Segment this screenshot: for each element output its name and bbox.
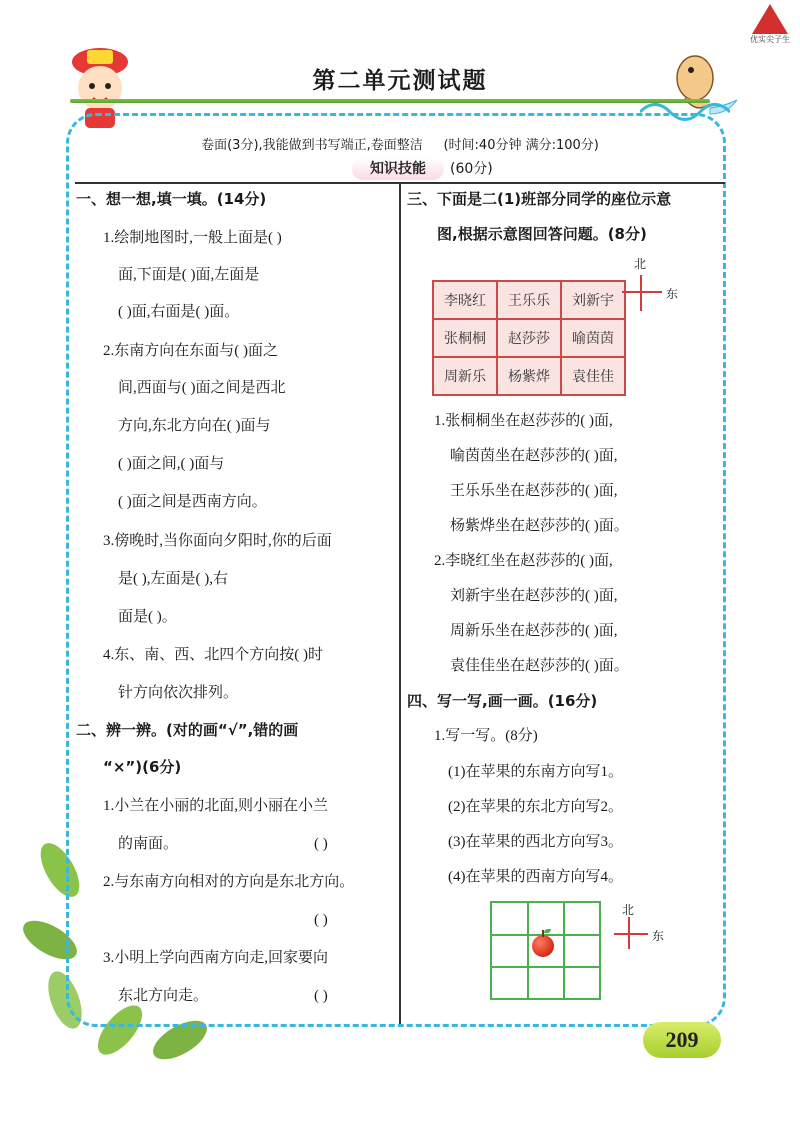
- section-1-title: 一、想一想,填一填。(14分): [76, 190, 267, 208]
- neatness-note: 卷面(3分),我能做到书写端正,卷面整洁: [201, 138, 423, 153]
- r-q1-line-2: 喻茵茵坐在赵莎莎的( )面,: [450, 448, 618, 464]
- seat-cell: 王乐乐: [497, 281, 561, 319]
- apple-icon: [532, 935, 554, 957]
- r-q1-line-1: 1.张桐桐坐在赵莎莎的( )面,: [434, 413, 613, 429]
- compass-ew-arrow-icon: [614, 933, 648, 935]
- q1-line-3: ( )面,右面是( )面。: [118, 304, 240, 320]
- s4-item-4: (4)在苹果的西南方向写4。: [448, 869, 623, 885]
- seat-cell: 赵莎莎: [497, 319, 561, 357]
- compass-north-label: 北: [622, 903, 635, 917]
- r-q2-line-1: 2.李晓红坐在赵莎莎的( )面,: [434, 553, 613, 569]
- q3-line-1: 3.傍晚时,当你面向夕阳时,你的后面: [103, 533, 332, 549]
- r-q1-line-3: 王乐乐坐在赵莎莎的( )面,: [450, 483, 618, 499]
- j3-line-1: 3.小明上学向西南方向走,回家要向: [103, 950, 329, 966]
- q2-line-4: ( )面之间,( )面与: [118, 456, 225, 472]
- q3-line-3: 面是( )。: [118, 609, 177, 625]
- q2-line-3: 方向,东北方向在( )面与: [118, 418, 271, 434]
- j2-line-1: 2.与东南方向相对的方向是东北方向。: [103, 874, 355, 890]
- q1-line-2: 面,下面是( )面,左面是: [118, 267, 260, 283]
- banner-score: (60分): [450, 161, 493, 177]
- compass-ns-arrow-icon: [640, 275, 642, 311]
- compass-north-label: 北: [634, 257, 647, 271]
- s4-item-2: (2)在苹果的东北方向写2。: [448, 799, 623, 815]
- q4-line-1: 4.东、南、西、北四个方向按( )时: [103, 647, 323, 663]
- section-2-title: 二、辨一辨。(对的画“√”,错的画: [76, 721, 299, 739]
- grid-line: [527, 903, 529, 998]
- j3-line-2: 东北方向走。: [118, 988, 209, 1004]
- logo-text: 优实尖子生: [750, 35, 790, 44]
- q1-line-1: 1.绘制地图时,一般上面是( ): [103, 230, 282, 246]
- q4-line-2: 针方向依次排列。: [118, 685, 239, 701]
- seat-cell: 喻茵茵: [561, 319, 625, 357]
- q3-line-2: 是( ),左面是( ),右: [118, 571, 228, 587]
- time-score-note: (时间:40分钟 满分:100分): [443, 138, 599, 153]
- section-2-title-cont: “×”)(6分): [103, 758, 182, 776]
- r-q1-line-4: 杨紫烨坐在赵莎莎的( )面。: [450, 518, 629, 534]
- section-3-title: 三、下面是二(1)班部分同学的座位示意: [407, 190, 672, 208]
- seat-cell: 杨紫烨: [497, 357, 561, 395]
- r-q2-line-3: 周新乐坐在赵莎莎的( )面,: [450, 623, 618, 639]
- page-title: 第二单元测试题: [312, 68, 488, 94]
- q2-line-1: 2.东南方向在东面与( )面之: [103, 343, 278, 359]
- page-number: 209: [643, 1022, 721, 1058]
- compass-ew-arrow-icon: [622, 291, 662, 293]
- seat-cell: 张桐桐: [433, 319, 497, 357]
- grid-line: [563, 903, 565, 998]
- section-3-title-cont: 图,根据示意图回答问题。(8分): [437, 225, 647, 243]
- j1-line-1: 1.小兰在小丽的北面,则小丽在小兰: [103, 798, 329, 814]
- compass-grid: [612, 901, 672, 951]
- compass-seating: [620, 255, 680, 315]
- s4-item-1: (1)在苹果的东南方向写1。: [448, 764, 623, 780]
- seat-cell: 刘新宇: [561, 281, 625, 319]
- section-4-title: 四、写一写,画一画。(16分): [407, 692, 598, 710]
- j1-answer-bracket[interactable]: ( ): [314, 836, 328, 852]
- logo-icon: [752, 4, 788, 34]
- s4-item-3: (3)在苹果的西北方向写3。: [448, 834, 623, 850]
- seat-cell: 袁佳佳: [561, 357, 625, 395]
- compass-east-label: 东: [652, 929, 665, 943]
- r-q2-line-4: 袁佳佳坐在赵莎莎的( )面。: [450, 658, 629, 674]
- j2-answer-bracket[interactable]: ( ): [314, 912, 328, 928]
- j1-line-2: 的南面。: [118, 836, 179, 852]
- q2-line-2: 间,西面与( )面之间是西北: [118, 380, 286, 396]
- title-underline: [70, 99, 710, 103]
- seating-chart: [432, 280, 626, 396]
- info-row: [0, 134, 800, 153]
- seat-cell: 周新乐: [433, 357, 497, 395]
- vertical-divider: [399, 182, 401, 1024]
- j3-answer-bracket[interactable]: ( ): [314, 988, 328, 1004]
- r-q2-line-2: 刘新宇坐在赵莎莎的( )面,: [450, 588, 618, 604]
- seat-cell: 李晓红: [433, 281, 497, 319]
- s4-subtitle: 1.写一写。(8分): [434, 728, 538, 744]
- grid-line: [492, 966, 599, 968]
- q2-line-5: ( )面之间是西南方向。: [118, 494, 267, 510]
- section-banner: 知识技能: [352, 158, 444, 180]
- compass-east-label: 东: [666, 287, 679, 301]
